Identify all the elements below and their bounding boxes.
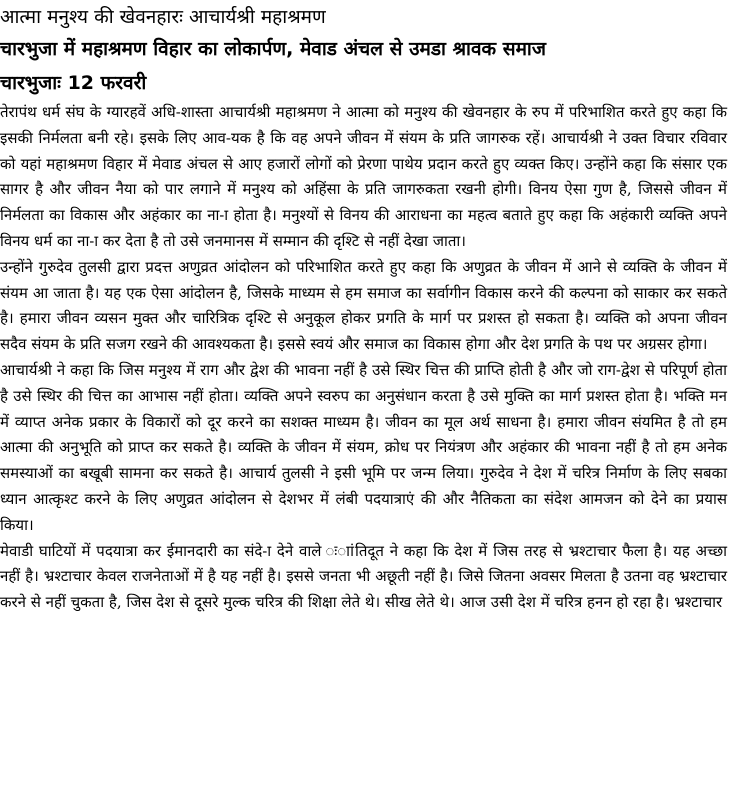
- article-paragraph: तेरापंथ धर्म संघ के ग्यारहवें अधि-शास्ता आचार्यश्री महाश्रमण ने आत्मा को मनुश्य की खेवनहार के रुप में परिभाशित करते हुए कहा कि इसकी निर्मलता बनी रहे। इसके लिए आव-यक है कि वह अपने जीवन में संयम के प्रति जागरुक रहें। आचार्यश्री ने उक्त विचार रविवार को यहां महाश्रमण विहार में मेवाड अंचल से आए हजारों लोगों को प्रेरणा पाथेय प्रदान करते हुए व्यक्त किए। उन्होंने कहा कि संसार एक सागर है और जीवन नैया को पार लगाने में मनुश्य को अहिंसा के प्रति जागरुकता रखनी होगी। विनय ऐसा गुण है, जिससे जीवन में निर्मलता का विकास और अहंकार का ना-ा होता है। मनुश्यों से विनय की आराधना का महत्व बताते हुए कहा कि अहंकारी व्यक्ति अपने विनय धर्म का ना-ा कर देता है तो उसे जनमानस में सम्मान की दृश्टि से नहीं देखा जाता।: [0, 103, 727, 250]
- article-paragraph: आचार्यश्री ने कहा कि जिस मनुश्य में राग और द्वेश की भावना नहीं है उसे स्थिर चित्त की प्राप्ति होती है और जो राग-द्वेश से परिपूर्ण होता है उसे स्थिर की चित्त का आभास नहीं होता। व्यक्ति अपने स्वरुप का अनुसंधान करता है उसे मुक्ति का मार्ग प्रशस्त होता है। भक्ति मन में व्याप्त अनेक प्रकार के विकारों को दूर करने का सशक्त माध्यम है। जीवन का मूल अर्थ साधना है। हमारा जीवन संयमित है तो हम आत्मा की अनुभूति को प्राप्त कर सकते है। व्यक्ति के जीवन में संयम, क्रोध पर नियंत्रण और अहंकार की भावना नहीं है तो हम अनेक समस्याओं का बखूबी सामना कर सकते है। आचार्य तुलसी ने इसी भूमि पर जन्म लिया। गुरुदेव ने देश में चरित्र निर्माण के लिए सबका ध्यान आत्कृश्ट करने के लिए अणुव्रत आंदोलन से देशभर में लंबी पदयात्राएं की और नैतिकता का संदेश आमजन को देने का प्रयास किया।: [0, 360, 727, 534]
- article-body: [0, 100, 727, 616]
- article-dateline: चारभुजाः 12 फरवरी: [0, 72, 147, 94]
- article-paragraph: मेवाडी घाटियों में पदयात्रा कर ईमानदारी का संदे-ा देने वाले ःाांतिदूत ने कहा कि देश में जिस तरह से भ्रश्टाचार फैला है। यह अच्छा नहीं है। भ्रश्टाचार केवल राजनेताओं में है यह नहीं है। इससे जनता भी अछूती नहीं है। जिसे जितना अवसर मिलता है उतना वह भ्रश्टाचार करने से नहीं चुकता है, जिस देश से दूसरे मुल्क चरित्र की शिक्षा लेते थे। सीख लेते थे। आज उसी देश में चरित्र हनन हो रहा है। भ्रश्टाचार: [0, 541, 727, 612]
- article-paragraph: उन्होंने गुरुदेव तुलसी द्वारा प्रदत्त अणुव्रत आंदोलन को परिभाशित करते हुए कहा कि अणुव्रत के जीवन में आने से व्यक्ति के जीवन में संयम आ जाता है। यह एक ऐसा आंदोलन है, जिसके माध्यम से हम समाज का सर्वागीन विकास करने की कल्पना को साकार कर सकते है। हमारा जीवन व्यसन मुक्त और चारित्रिक दृश्टि से अनुकूल होकर प्रगति के मार्ग पर प्रशस्त हो सकता है। व्यक्ति को अपना जीवन सदैव संयम के प्रति सजग रखने की आवश्यकता है। इससे स्वयं और समाज का विकास होगा और देश प्रगति के पथ पर अग्रसर होगा।: [0, 257, 727, 354]
- article-headline: चारभुजा में महाश्रमण विहार का लोकार्पण, मेवाड अंचल से उमडा श्रावक समाज: [0, 38, 546, 60]
- article-kicker: आत्मा मनुश्य की खेवनहारः आचार्यश्री महाश्रमण: [0, 6, 326, 28]
